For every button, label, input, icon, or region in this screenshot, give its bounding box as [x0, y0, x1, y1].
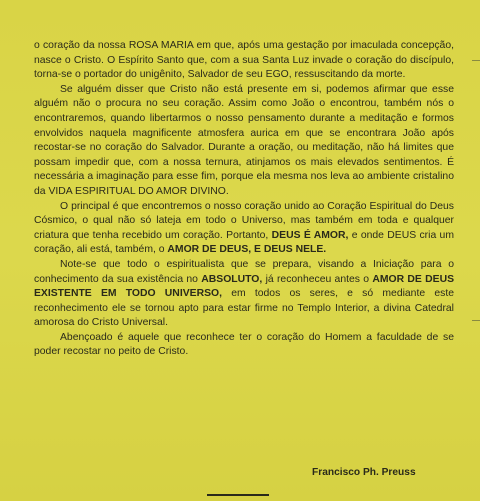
paragraph — [34, 39, 454, 83]
page-edge-mark — [472, 320, 480, 321]
paragraph — [34, 331, 454, 360]
paragraph — [34, 83, 454, 200]
bold-text: ABSOLUTO, — [201, 273, 263, 285]
text-run: Abençoado é aquele que reconhece ter o coração do Homem a faculdade de se poder recostar no peito de Cristo. — [34, 331, 454, 358]
bold-text: AMOR DE DEUS EXISTENTE EM TODO UNIVERSO, — [34, 273, 455, 300]
bold-text: AMOR DE DEUS, E DEUS NELE. — [167, 244, 327, 256]
text-run: já reconheceu antes o — [262, 273, 373, 285]
paragraph — [34, 200, 454, 258]
author-signature: Francisco Ph. Preuss — [312, 467, 416, 478]
text-run: e onde DEUS cria um coração, ali está, também, o — [34, 229, 454, 256]
text-run: o coração da nossa ROSA MARIA em que, após uma gestação por imaculada concepção, nasce o Cristo. O Espírito Santo que, com a sua Santa Luz invade o coração do discípulo, torna-se o portador do unigênito, Salvador de seu EGO, ressuscitando da morte. — [34, 40, 454, 81]
text-run: Se alguém disser que Cristo não está presente em si, podemos afirmar que esse alguém não o procura no seu coração. Assim como João o encontrou, também nós o encontraremos, quando libertarmos o nosso pensamento durante a meditação e formos envolvidos naquela magnificente atmosfera aurica em que se encontrara João após recostar-se no coração do Salvador. Durante a oração, ou meditação, não há limites que possam impedir que, com a nossa ternura, atinjamos os mais elevados sentimentos. É necessária a imaginação para esse fim, porque ela mesma nos leva ao ambiente cristalino da VIDA ESPIRITUAL DO AMOR DIVINO. — [34, 83, 454, 197]
page-edge-mark — [472, 60, 480, 61]
text-run: Note-se que todo o espiritualista que se prepara, visando a Iniciação para o conhecimento da sua existência no — [34, 258, 454, 285]
text-run: em todos os seres, e só mediante este reconhecimento ele se tornou apto para estar firme no Templo Interior, a divina Catedral amorosa do Cristo Universal. — [34, 288, 454, 329]
paragraph — [34, 258, 454, 331]
bold-text: DEUS É AMOR, — [271, 229, 349, 241]
end-rule — [207, 494, 269, 496]
text-run: O principal é que encontremos o nosso coração unido ao Coração Espiritual do Deus Cósmico, o qual não só lateja em todo o Universo, mas também em toda e qualquer criatura que tenha recebido um coração. Portanto, — [34, 200, 454, 241]
body-text — [34, 39, 454, 360]
